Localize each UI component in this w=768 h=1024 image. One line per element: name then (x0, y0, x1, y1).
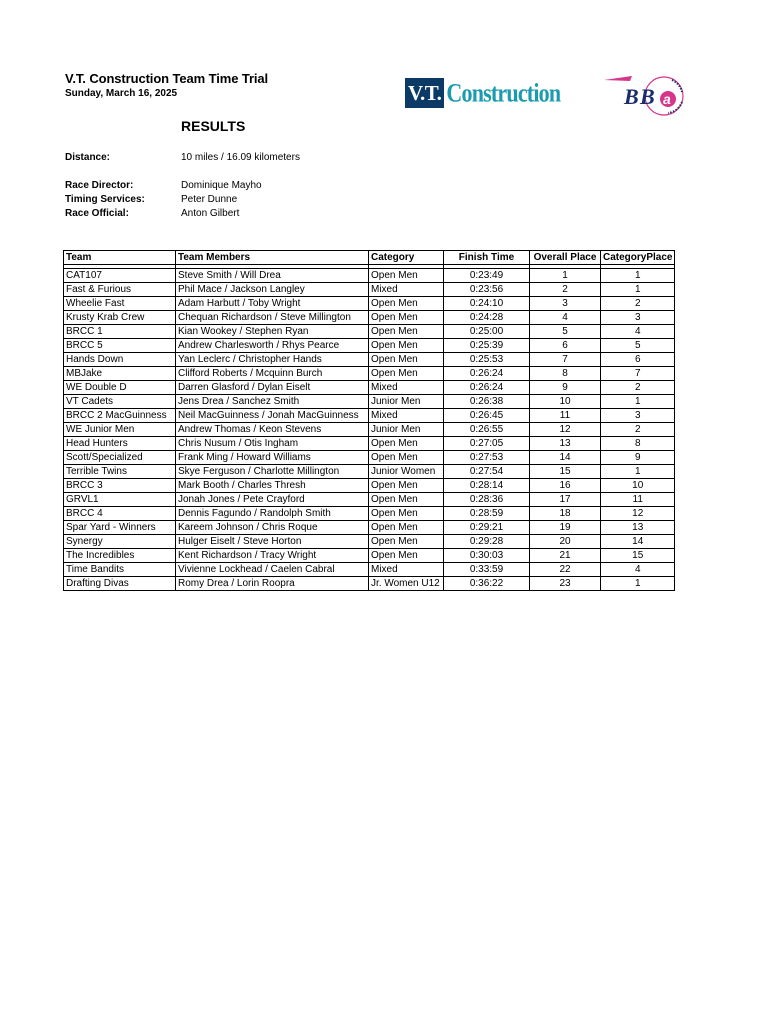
cell-team: MBJake (64, 367, 176, 381)
cell-finish-time: 0:24:28 (444, 311, 530, 325)
cell-category: Mixed (369, 283, 444, 297)
cell-team: Time Bandits (64, 563, 176, 577)
cell-category-place: 1 (601, 465, 675, 479)
cell-category-place: 15 (601, 549, 675, 563)
cell-finish-time: 0:30:03 (444, 549, 530, 563)
cell-team-members: Steve Smith / Will Drea (176, 269, 369, 283)
table-row (64, 479, 675, 493)
cell-overall-place: 19 (530, 521, 601, 535)
cell-category: Jr. Women U12 (369, 577, 444, 591)
cell-category: Junior Men (369, 395, 444, 409)
cell-team-members: Frank Ming / Howard Williams (176, 451, 369, 465)
table-row (64, 381, 675, 395)
table-row (64, 549, 675, 563)
table-row (64, 451, 675, 465)
cell-finish-time: 0:36:22 (444, 577, 530, 591)
cell-team-members: Kent Richardson / Tracy Wright (176, 549, 369, 563)
cell-team-members: Clifford Roberts / Mcquinn Burch (176, 367, 369, 381)
cell-category: Open Men (369, 325, 444, 339)
header-team: Team (64, 251, 176, 265)
cell-team-members: Yan Leclerc / Christopher Hands (176, 353, 369, 367)
cell-team-members: Romy Drea / Lorin Roopra (176, 577, 369, 591)
cell-category-place: 2 (601, 297, 675, 311)
table-row (64, 577, 675, 591)
cell-overall-place: 21 (530, 549, 601, 563)
cell-category: Open Men (369, 353, 444, 367)
cell-team: WE Junior Men (64, 423, 176, 437)
results-table (63, 250, 675, 591)
cell-finish-time: 0:23:56 (444, 283, 530, 297)
header-category: Category (369, 251, 444, 265)
distance-label: Distance: (65, 152, 111, 163)
cell-team: Scott/Specialized (64, 451, 176, 465)
cell-category-place: 4 (601, 563, 675, 577)
cell-team: Hands Down (64, 353, 176, 367)
cell-overall-place: 1 (530, 269, 601, 283)
cell-finish-time: 0:28:14 (444, 479, 530, 493)
cell-category-place: 11 (601, 493, 675, 507)
cell-team-members: Andrew Thomas / Keon Stevens (176, 423, 369, 437)
cell-finish-time: 0:27:54 (444, 465, 530, 479)
cell-team: Synergy (64, 535, 176, 549)
vt-logo-box: V.T. (405, 78, 444, 108)
cell-team: Wheelie Fast (64, 297, 176, 311)
cell-team-members: Chris Nusum / Otis Ingham (176, 437, 369, 451)
cell-overall-place: 5 (530, 325, 601, 339)
cell-finish-time: 0:26:24 (444, 381, 530, 395)
cell-category: Open Men (369, 493, 444, 507)
table-row (64, 297, 675, 311)
cell-team: BRCC 4 (64, 507, 176, 521)
event-date: Sunday, March 16, 2025 (65, 88, 178, 99)
cell-overall-place: 17 (530, 493, 601, 507)
cell-team: BRCC 5 (64, 339, 176, 353)
cell-finish-time: 0:29:21 (444, 521, 530, 535)
cell-overall-place: 3 (530, 297, 601, 311)
cell-overall-place: 20 (530, 535, 601, 549)
cell-category-place: 10 (601, 479, 675, 493)
cell-finish-time: 0:26:24 (444, 367, 530, 381)
cell-category-place: 2 (601, 381, 675, 395)
cell-team-members: Vivienne Lockhead / Caelen Cabral (176, 563, 369, 577)
table-row (64, 493, 675, 507)
vt-logo-text: Construction (446, 77, 561, 108)
cell-category: Open Men (369, 451, 444, 465)
cell-finish-time: 0:33:59 (444, 563, 530, 577)
cell-category-place: 5 (601, 339, 675, 353)
table-row (64, 465, 675, 479)
cell-finish-time: 0:25:00 (444, 325, 530, 339)
cell-overall-place: 22 (530, 563, 601, 577)
event-title: V.T. Construction Team Time Trial (65, 71, 269, 86)
cell-team: BRCC 2 MacGuinness (64, 409, 176, 423)
cell-team: CAT107 (64, 269, 176, 283)
table-row (64, 283, 675, 297)
cell-team: VT Cadets (64, 395, 176, 409)
cell-finish-time: 0:28:36 (444, 493, 530, 507)
cell-category-place: 14 (601, 535, 675, 549)
race-director-value: Dominique Mayho (181, 180, 262, 191)
cell-finish-time: 0:23:49 (444, 269, 530, 283)
cell-category: Open Men (369, 507, 444, 521)
cell-category: Open Men (369, 367, 444, 381)
cell-team-members: Jens Drea / Sanchez Smith (176, 395, 369, 409)
cell-category-place: 2 (601, 423, 675, 437)
table-row (64, 535, 675, 549)
cell-finish-time: 0:26:38 (444, 395, 530, 409)
cell-team: BRCC 1 (64, 325, 176, 339)
table-row (64, 311, 675, 325)
cell-category: Open Men (369, 269, 444, 283)
cell-category-place: 6 (601, 353, 675, 367)
cell-team: Drafting Divas (64, 577, 176, 591)
cell-finish-time: 0:29:28 (444, 535, 530, 549)
cell-team-members: Chequan Richardson / Steve Millington (176, 311, 369, 325)
timing-services-value: Peter Dunne (181, 194, 238, 205)
bba-association-logo (602, 72, 694, 118)
cell-finish-time: 0:25:39 (444, 339, 530, 353)
table-row (64, 339, 675, 353)
cell-overall-place: 16 (530, 479, 601, 493)
cell-overall-place: 8 (530, 367, 601, 381)
cell-finish-time: 0:24:10 (444, 297, 530, 311)
header-finish-time: Finish Time (444, 251, 530, 265)
cell-overall-place: 2 (530, 283, 601, 297)
cell-team: The Incredibles (64, 549, 176, 563)
table-row (64, 325, 675, 339)
table-row (64, 409, 675, 423)
cell-team: Krusty Krab Crew (64, 311, 176, 325)
cell-category-place: 1 (601, 577, 675, 591)
cell-team: Terrible Twins (64, 465, 176, 479)
race-director-label: Race Director: (65, 180, 134, 191)
cell-team-members: Neil MacGuinness / Jonah MacGuinness (176, 409, 369, 423)
cell-finish-time: 0:25:53 (444, 353, 530, 367)
table-row (64, 367, 675, 381)
header-category-place: CategoryPlace (601, 251, 675, 265)
cell-category: Open Men (369, 311, 444, 325)
cell-overall-place: 14 (530, 451, 601, 465)
cell-team: WE Double D (64, 381, 176, 395)
cell-team-members: Hulger Eiselt / Steve Horton (176, 535, 369, 549)
cell-finish-time: 0:26:55 (444, 423, 530, 437)
cell-team-members: Kian Wookey / Stephen Ryan (176, 325, 369, 339)
cell-team-members: Kareem Johnson / Chris Roque (176, 521, 369, 535)
cell-category-place: 1 (601, 395, 675, 409)
cell-category: Open Men (369, 437, 444, 451)
cell-team-members: Darren Glasford / Dylan Eiselt (176, 381, 369, 395)
cell-team-members: Skye Ferguson / Charlotte Millington (176, 465, 369, 479)
cell-category: Open Men (369, 535, 444, 549)
header-team-members: Team Members (176, 251, 369, 265)
cell-category-place: 1 (601, 269, 675, 283)
cell-category-place: 1 (601, 283, 675, 297)
cell-category: Open Men (369, 521, 444, 535)
cell-category: Junior Women (369, 465, 444, 479)
cell-category-place: 3 (601, 409, 675, 423)
cell-category: Mixed (369, 563, 444, 577)
cell-category-place: 3 (601, 311, 675, 325)
cell-overall-place: 6 (530, 339, 601, 353)
cell-finish-time: 0:28:59 (444, 507, 530, 521)
cell-team: Head Hunters (64, 437, 176, 451)
distance-value: 10 miles / 16.09 kilometers (181, 152, 300, 163)
cell-overall-place: 11 (530, 409, 601, 423)
results-heading: RESULTS (181, 118, 246, 134)
svg-text:B: B (640, 84, 655, 109)
cell-category: Open Men (369, 339, 444, 353)
table-row (64, 269, 675, 283)
race-official-value: Anton Gilbert (181, 208, 240, 219)
cell-category-place: 7 (601, 367, 675, 381)
cell-team-members: Jonah Jones / Pete Crayford (176, 493, 369, 507)
table-row (64, 353, 675, 367)
cell-team: GRVL1 (64, 493, 176, 507)
cell-overall-place: 18 (530, 507, 601, 521)
cell-overall-place: 7 (530, 353, 601, 367)
cell-category-place: 9 (601, 451, 675, 465)
table-row (64, 507, 675, 521)
cell-category: Open Men (369, 549, 444, 563)
cell-team-members: Phil Mace / Jackson Langley (176, 283, 369, 297)
cell-team-members: Andrew Charlesworth / Rhys Pearce (176, 339, 369, 353)
cell-overall-place: 13 (530, 437, 601, 451)
cell-team: Fast & Furious (64, 283, 176, 297)
timing-services-label: Timing Services: (65, 194, 145, 205)
cell-overall-place: 9 (530, 381, 601, 395)
cell-category-place: 13 (601, 521, 675, 535)
svg-text:B: B (624, 84, 639, 109)
table-row (64, 423, 675, 437)
cell-category: Junior Men (369, 423, 444, 437)
cell-team: Spar Yard - Winners (64, 521, 176, 535)
cell-category: Mixed (369, 409, 444, 423)
table-row (64, 563, 675, 577)
svg-text:a: a (663, 91, 671, 107)
table-header-row (64, 251, 675, 265)
cell-team: BRCC 3 (64, 479, 176, 493)
cell-team-members: Mark Booth / Charles Thresh (176, 479, 369, 493)
cell-overall-place: 10 (530, 395, 601, 409)
cell-finish-time: 0:27:53 (444, 451, 530, 465)
cell-team-members: Dennis Fagundo / Randolph Smith (176, 507, 369, 521)
cell-category: Open Men (369, 479, 444, 493)
cell-finish-time: 0:26:45 (444, 409, 530, 423)
cell-overall-place: 4 (530, 311, 601, 325)
cell-overall-place: 15 (530, 465, 601, 479)
cell-category-place: 12 (601, 507, 675, 521)
cell-overall-place: 12 (530, 423, 601, 437)
cell-overall-place: 23 (530, 577, 601, 591)
race-official-label: Race Official: (65, 208, 129, 219)
cell-team-members: Adam Harbutt / Toby Wright (176, 297, 369, 311)
cell-category-place: 8 (601, 437, 675, 451)
cell-finish-time: 0:27:05 (444, 437, 530, 451)
table-row (64, 395, 675, 409)
cell-category: Open Men (369, 297, 444, 311)
header-overall-place: Overall Place (530, 251, 601, 265)
table-row (64, 521, 675, 535)
cell-category: Mixed (369, 381, 444, 395)
vt-construction-logo (405, 78, 560, 108)
cell-category-place: 4 (601, 325, 675, 339)
table-row (64, 437, 675, 451)
